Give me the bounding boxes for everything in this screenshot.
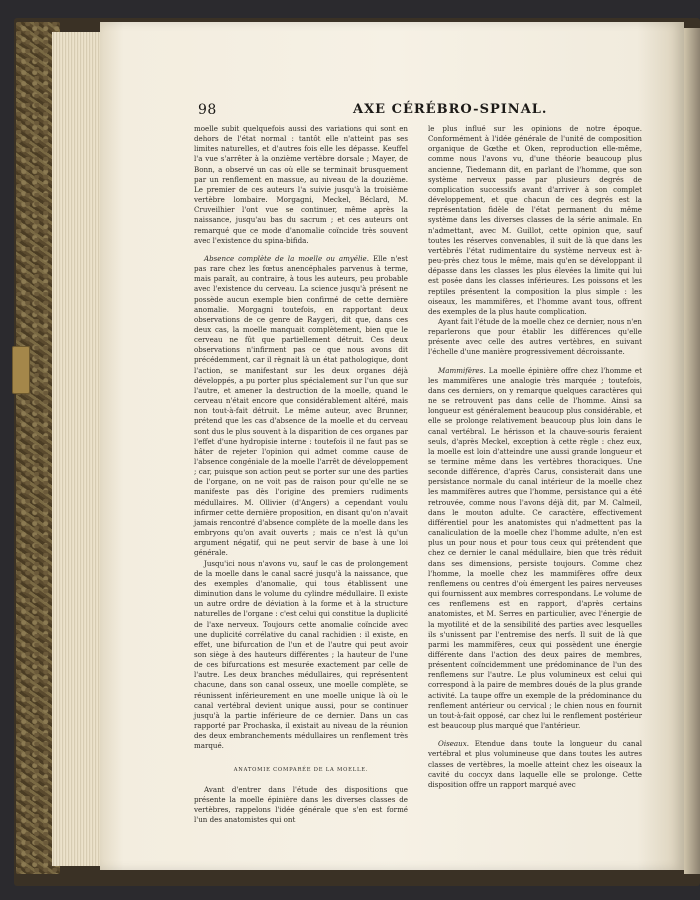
paragraph-text: Elle n'est pas rare chez les fœtus anencéphales parvenus à terme, mais paraît, au contraire, à tous les auteurs, peu probable avec l'existence du cerveau. La science jusqu'à présent ne possède aucun exemple bien confirmé de cette dernière anomalie. Morgagni toutefois, en rapportant deux observations de ce genre de Raygeri, dit que, dans ces deux cas, la moelle manquait complètement, bien que le cerveau ne fût que partiellement détruit. Ces deux observations n'infirment pas ce que nous avons dit précédemment, car il règnait là un état pathologique, dont l'action, se manifestant sur les deux organes déjà développés, a pu porter plus spécialement sur l'un que sur l'autre, et amener la destruction de la moelle, quand le cerveau n'était encore que considérablement altéré, mais non tout-à-fait détruit. Le même auteur, avec Brunner, prétend que les cas d'absence de la moelle et du cerveau sont dus le plus souvent à la disparition de ces organes par l'effet d'une hydropisie interne : toutefois il ne faut pas se hâter de rejeter l'opinion qui admet comme cause de l'absence congéniale de la moelle l'arrêt de développement ; car, puisque son action peut se porter sur une des parties de l'organe, on ne voit pas de raison pour qu'elle ne se manifeste pas dès l'origine des premiers rudiments médullaires. M. Ollivier (d'Angers) a cependant voulu infirmer cette dernière proposition, en disant qu'on n'avait jamais rencontré d'absence complète de la moelle dans les embryons qu'on avait ouverts ; mais ce n'est là qu'un argument négatif, qui ne peut servir de base à une loi générale. xyxy=(194,253,408,558)
paragraph: Avant d'entrer dans l'étude des dispositions que présente la moelle épinière dans les diverses classes de vertèbres, rappelons l'idée générale que s'en est formé l'un des anatomistes qui ont xyxy=(194,784,408,825)
paragraph xyxy=(194,254,408,559)
paragraph xyxy=(428,739,642,790)
right-column xyxy=(428,124,642,790)
paragraph: Ayant fait l'étude de la moelle chez ce dernier, nous n'en reparlerons que pour établir les différences qu'elle présente avec celle des autres vertèbres, en suivant l'échelle d'une manière progressivement décroissante. xyxy=(428,316,642,357)
right-page-edge xyxy=(684,28,700,874)
ribbon-tab xyxy=(12,346,30,394)
section-heading: ANATOMIE COMPARÉE DE LA MOELLE. xyxy=(233,766,369,773)
running-head: AXE CÉRÉBRO-SPINAL. xyxy=(353,102,548,117)
paragraph: moelle subit quelquefois aussi des variations qui sont en dehors de l'état normal : tantôt elle n'atteint pas ses limites naturelles, et d'autres fois elle les dépasse. Keuffel l'a vue s'arrêter à la onzième vertèbre dorsale ; Mayer, de Bonn, a observé un cas où elle se terminait brusquement par un renflement en massue, au niveau de la douzième. Le premier de ces auteurs l'a suivie jusqu'à la troisième vertèbre lombaire. Morgagni, Meckel, Béclard, M. Cruveilhier l'ont vue se continuer, même après la naissance, jusqu'au bas du sacrum ; et ces auteurs ont remarqué que ce mode d'anomalie coïncide très souvent avec l'existence du spina-bifida. xyxy=(194,124,408,245)
paragraph-text: La moelle épinière offre chez l'homme et les mammifères une analogie très marquée ; toutefois, dans ces derniers, on y remarque quelques caractères qui ne se retrouvent pas dans celle de l'homme. Ainsi sa longueur est généralement beaucoup plus considérable, et elle se prolonge relativement beaucoup plus loin dans le canal vertébral. Le hérisson et la chauve-souris feraient seuls, d'après Meckel, exception à cette règle : chez eux, la moelle est loin d'atteindre une aussi grande longueur et se termine même dans les vertèbres thoraciques. Une seconde différence, d'après Carus, consisterait dans une persistance normale du canal intérieur de la moelle chez les mammifères autres que l'homme, persistance qui a été retrouvée, comme nous l'avons déjà dit, par M. Calmeil, dans le mouton adulte. Ce caractère, effectivement différentiel pour les anatomistes qui n'admettent pas la canaliculation de la moelle chez l'homme adulte, n'en est plus un pour nous et pour tous ceux qui prétendent que chez ce dernier le canal médullaire, bien que très réduit dans ses dimensions, persiste toujours. Comme chez l'homme, la moelle chez les mammifères offre deux renflemens ou centres d'où émergent les paires nerveuses qui fournissent aux membres correspondans. Le volume de ces renflemens est en rapport, d'après certains anatomistes, et M. Serres en particulier, avec l'énergie de la myotilité et de la sensibilité des parties avec lesquelles ils s'unissent par l'entremise des nerfs. Il suit de là que parmi les mammifères, ceux qui possèdent une énergie différente dans l'action des deux paires de membres, présentent coïncidemment une prédominance de l'un des renflemens sur l'autre. Le plus volumineux est celui qui correspond à la paire de membres doués de la plus grande activité. La taupe offre un exemple de la prédominance du renflement antérieur ou cervical ; le chien nous en fournit un tout-à-fait opposé, car chez lui le renflement postérieur est beaucoup plus marqué que l'antérieur. xyxy=(428,365,642,731)
paragraph-lead-italic: Oiseaux. xyxy=(438,739,469,749)
left-column xyxy=(194,124,408,825)
paragraph-text: Etendue dans toute la longueur du canal vertébral et plus volumineuse que dans toutes les autres classes de vertèbres, la moelle atteint chez les oiseaux la cavité du coccyx dans laquelle elle se prolonge. Cette disposition offre un rapport marqué avec xyxy=(428,739,642,789)
page-edges xyxy=(52,32,104,866)
paragraph-lead-italic: Absence complète de la moelle ou amyélie. xyxy=(204,253,370,263)
page-header xyxy=(198,102,670,122)
paragraph: Jusqu'ici nous n'avons vu, sauf le cas de prolongement de la moelle dans le canal sacré jusqu'à la naissance, que des exemples d'anomalie, qui tous établissent une diminution dans le volume du cylindre médullaire. Il existe un autre ordre de déviation à la forme et à la structure naturelles de l'organe : c'est celui qui constitue la duplicité de l'axe nerveux. Toujours cette anomalie coïncide avec une duplicité corrélative du canal rachidien : il existe, en effet, une bifurcation de l'un et de l'autre qui peut avoir son siège à des hauteurs différentes ; la hauteur de l'une de ces bifurcations est mesurée exactement par celle de l'autre. Les deux branches médullaires, qui représentent chacune, dans son canal osseux, une moelle complète, se réunissent inférieurement en une moelle unique là où le canal vertébral devient unique aussi, pour se continuer jusqu'à la partie inférieure de ce dernier. Dans un cas rapporté par Prochaska, il existait au niveau de la réunion des deux embranchements médullaires un renflement très marqué. xyxy=(194,558,408,751)
paragraph-lead-italic: Mammifères. xyxy=(438,365,486,375)
paragraph: le plus influé sur les opinions de notre époque. Conformément à l'idée générale de l'unité de composition organique de Gœthe et Oken, reproduction elle-même, comme nous l'avons vu, d'une théorie beaucoup plus ancienne, Tiedemann dit, en parlant de l'homme, que son système nerveux passe par plusieurs degrés de complication successifs avant d'arriver à son complet développement, et que chacun de ces degrés est la représentation fidèle de l'état permanent du même système dans les diverses classes de la série animale. En n'admettant, avec M. Guillot, cette opinion que, sauf toutes les réserves convenables, il suit de là que dans les vertèbrés l'état rudimentaire du système nerveux est à-peu-près chez tous le même, mais qu'en se développant il dépasse dans les classes les plus élevées la limite qui lui est posée dans les classes inférieures. Les poissons et les reptiles présentent la composition la plus simple : les oiseaux, les mammifères, et l'homme avant tous, offrent des exemples de la plus haute complication. xyxy=(428,124,642,316)
page-number: 98 xyxy=(198,102,217,118)
paragraph xyxy=(428,366,642,732)
